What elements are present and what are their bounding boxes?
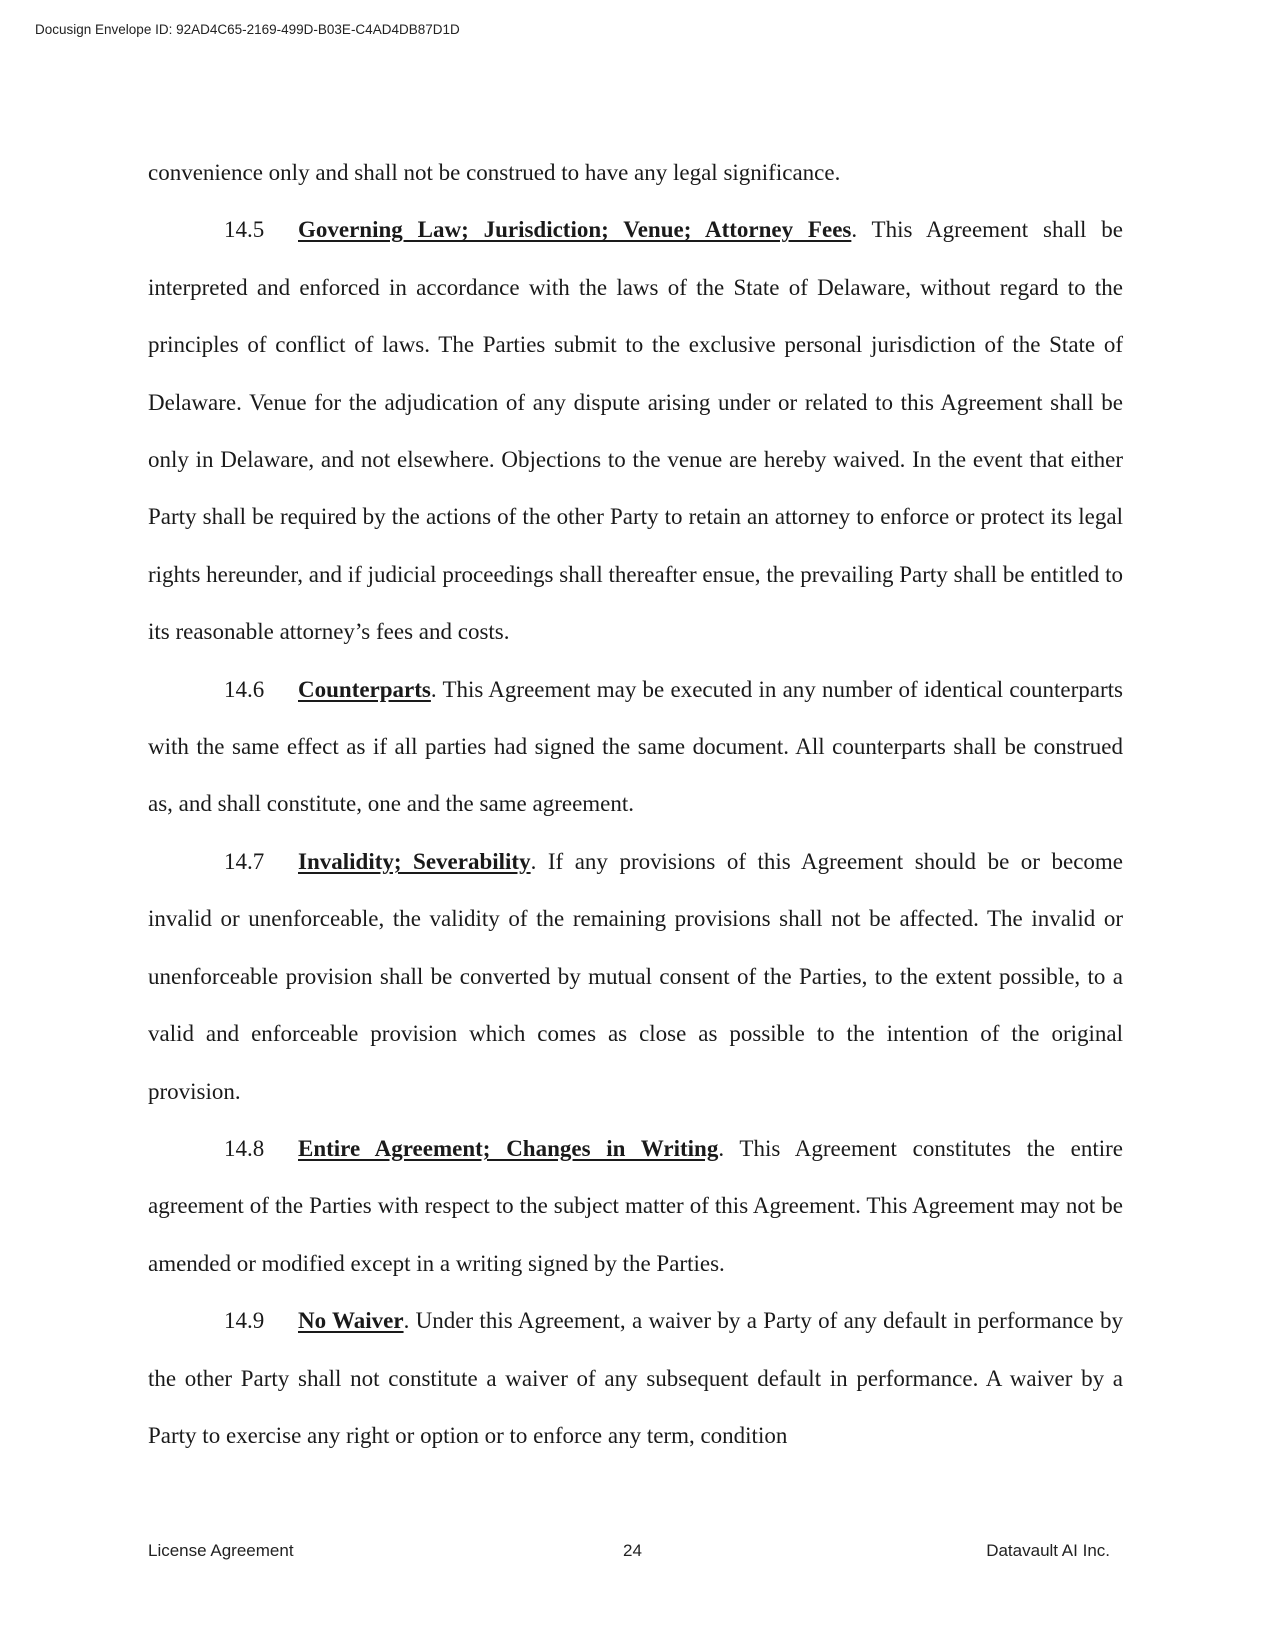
section-text: . If any provisions of this Agreement should be or become invalid or unenforceable, the validity of the remaining provisions shall not be affected. The invalid or unenforceable provision shall be converted by mutual consent of the Parties, to the extent possible, to a valid and enforceable provision which comes as close as possible to the intention of the original provision. xyxy=(148,848,1124,1104)
section-text: . This Agreement may be executed in any number of identical counterparts with the same effect as if all parties had signed the same document. All counterparts shall be construed as, and shall constitute, one and the same agreement. xyxy=(148,676,1123,817)
section-text: . This Agreement constitutes the entire agreement of the Parties with respect to the subject matter of this Agreement. This Agreement may not be amended or modified except in a writing signed by the Parties. xyxy=(148,1135,1123,1276)
section-14-9 xyxy=(148,1292,1123,1464)
section-number: 14.6 xyxy=(224,676,265,702)
document-body xyxy=(148,144,1123,1464)
section-title: Governing Law; Jurisdiction; Venue; Attorney Fees xyxy=(298,217,852,243)
section-title: Entire Agreement; Changes in Writing xyxy=(298,1135,719,1161)
section-14-8 xyxy=(148,1120,1123,1292)
continuation-paragraph: convenience only and shall not be construed to have any legal significance. xyxy=(148,160,841,185)
section-number: 14.8 xyxy=(224,1135,265,1161)
section-14-5 xyxy=(148,201,1123,660)
section-title: Invalidity; Severability xyxy=(298,848,531,874)
section-text: . This Agreement shall be interpreted and enforced in accordance with the laws of the State of Delaware, without regard to the principles of conflict of laws. The Parties submit to the exclusive personal jurisdiction of the State of Delaware. Venue for the adjudication of any dispute arising under or related to this Agreement shall be only in Delaware, and not elsewhere. Objections to the venue are hereby waived. In the event that either Party shall be required by the actions of the other Party to retain an attorney to enforce or protect its legal rights hereunder, and if judicial proceedings shall thereafter ensue, the prevailing Party shall be entitled to its reasonable attorney’s fees and costs. xyxy=(148,217,1123,645)
section-text: . Under this Agreement, a waiver by a Party of any default in performance by the other Party shall not constitute a waiver of any subsequent default in performance. A waiver by a Party to exercise any right or option or to enforce any term, condition xyxy=(148,1308,1123,1448)
section-14-7 xyxy=(148,833,1123,1120)
section-14-6 xyxy=(148,661,1123,833)
footer-page-number: 24 xyxy=(623,1541,642,1560)
footer-company-name: Datavault AI Inc. xyxy=(986,1541,1110,1560)
section-number: 14.7 xyxy=(224,848,265,874)
section-number: 14.9 xyxy=(224,1308,265,1334)
envelope-id: Docusign Envelope ID: 92AD4C65-2169-499D-B03E-C4AD4DB87D1D xyxy=(35,22,460,37)
section-number: 14.5 xyxy=(224,217,265,243)
footer-document-title: License Agreement xyxy=(148,1541,294,1560)
section-title: Counterparts xyxy=(298,676,431,702)
section-title: No Waiver xyxy=(298,1308,404,1334)
